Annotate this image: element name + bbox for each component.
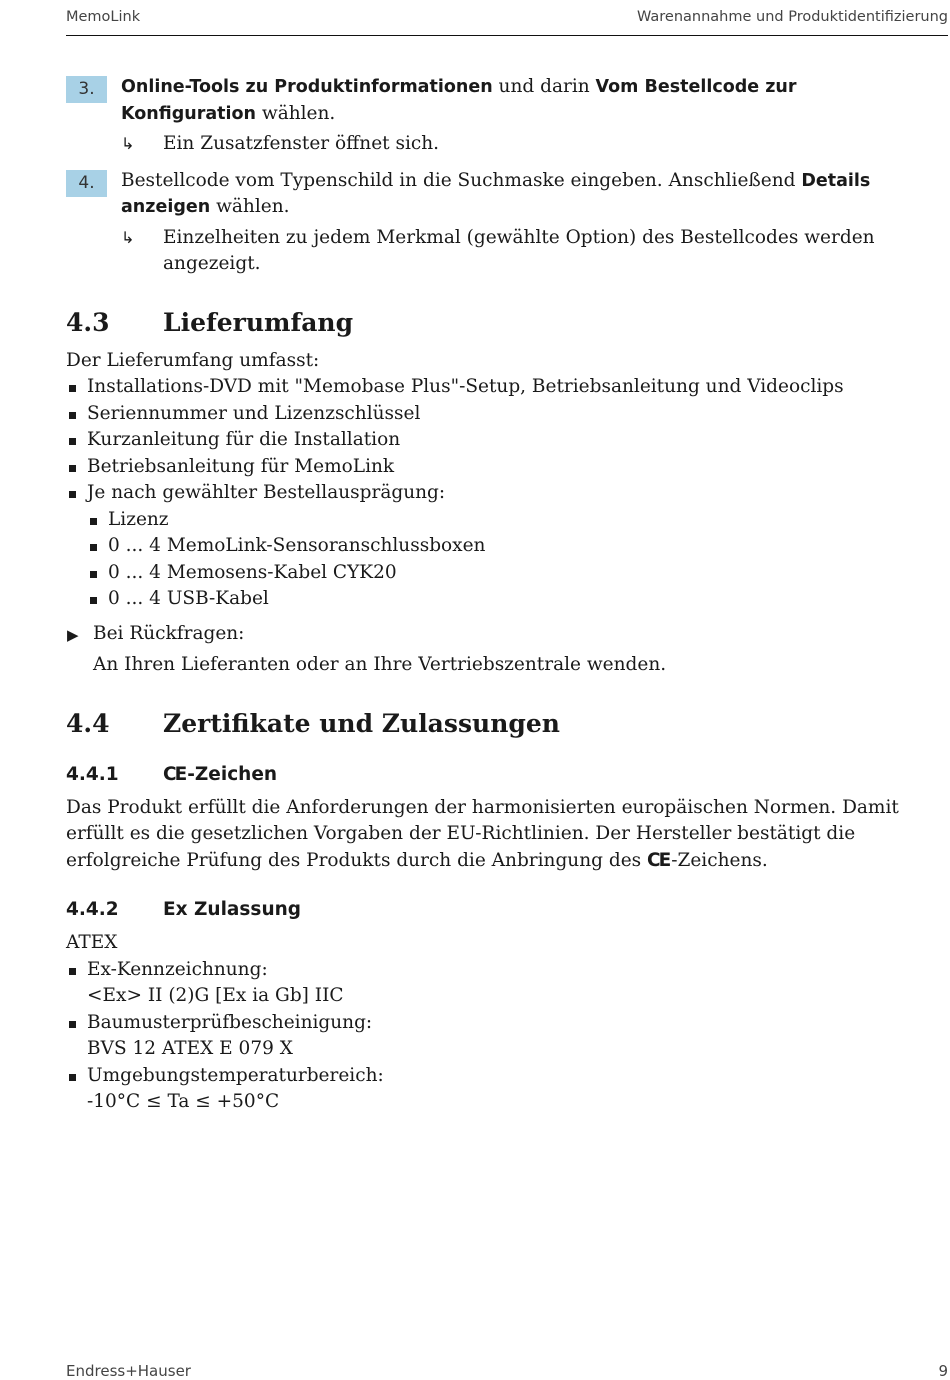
note-text: An Ihren Lieferanten oder an Ihre Vertriebszentrale wenden. (93, 654, 667, 675)
ce-mark-icon: CE (163, 763, 186, 785)
atex-label: ATEX (66, 932, 118, 953)
list-item: Umgebungstemperaturbereich: -10°C ≤ Ta ≤ +50°C (66, 1063, 936, 1116)
step-result-text: Einzelheiten zu jedem Merkmal (gewählte Option) des Bestellcodes werden angezeigt. (163, 226, 875, 274)
sublist-item: 0 ... 4 USB-Kabel (87, 586, 936, 613)
sublist-item: 0 ... 4 MemoLink-Sensoranschlussboxen (87, 533, 936, 560)
section-heading-4-4-2: 4.4.2 Ex Zulassung (66, 899, 302, 920)
note-title: Bei Rückfragen: (93, 622, 245, 644)
page-header (66, 7, 948, 36)
list-item: Seriennummer und Lizenzschlüssel (66, 401, 936, 428)
list-item: Je nach gewählter Bestellausprägung: (66, 480, 936, 507)
step-result-text: Ein Zusatzfenster öffnet sich. (163, 133, 440, 154)
page-content (66, 74, 936, 1116)
footer-brand: Endress+Hauser (66, 1362, 191, 1380)
page-number: 9 (938, 1362, 948, 1380)
header-product-name: MemoLink (66, 9, 141, 25)
step-text: Bestellcode vom Typenschild in die Suchmaske eingeben. Anschließend Details anzeigen wählen. (121, 169, 871, 217)
section-intro: Der Lieferumfang umfasst: (66, 349, 320, 371)
result-arrow-icon: ↳ (121, 134, 135, 153)
instruction-step (66, 74, 936, 158)
section-heading-4-4: 4.4 Zertifikate und Zulassungen (66, 708, 560, 738)
step-result (121, 225, 936, 278)
instruction-step (66, 168, 936, 278)
ce-paragraph: Das Produkt erfüllt die Anforderungen der harmonisierten europäischen Normen. Damit erfüllt es die gesetzlichen Vorgaben der EU-Richtlinien. Der Hersteller bestätigt die erfolgreiche Prüfung des Produkts durch die Anbringung des CE -Zeichens. (66, 796, 899, 871)
list-item: Installations-DVD mit "Memobase Plus"-Setup, Betriebsanleitung und Videoclips (66, 374, 936, 401)
step-text: Online-Tools zu Produktinformationen und darin Vom Bestellcode zur Konfiguration wählen. (121, 76, 797, 124)
step-number: 3. (66, 76, 107, 103)
list-item: Baumusterprüfbescheinigung: BVS 12 ATEX E 079 X (66, 1010, 936, 1063)
section-heading-4-3: 4.3 Lieferumfang (66, 307, 354, 337)
list-item: Betriebsanleitung für MemoLink (66, 454, 936, 481)
sublist-item: 0 ... 4 Memosens-Kabel CYK20 (87, 560, 936, 587)
header-chapter-title: Warenannahme und Produktidentifizierung (636, 9, 948, 25)
step-number: 4. (66, 170, 107, 197)
ce-mark-icon: CE (647, 849, 670, 871)
note-block (66, 621, 936, 679)
step-result (121, 131, 936, 158)
section-heading-4-4-1: 4.4.1 CE -Zeichen (66, 763, 278, 785)
list-item: Kurzanleitung für die Installation (66, 427, 936, 454)
ex-approval-list (66, 957, 936, 1116)
triangle-marker-icon: ▶ (67, 625, 79, 644)
delivery-sublist (66, 507, 936, 613)
list-item: Ex-Kennzeichnung: <Ex> II (2)G [Ex ia Gb] IIC (66, 957, 936, 1010)
result-arrow-icon: ↳ (121, 227, 135, 247)
delivery-list (66, 374, 936, 507)
sublist-item: Lizenz (87, 507, 936, 534)
